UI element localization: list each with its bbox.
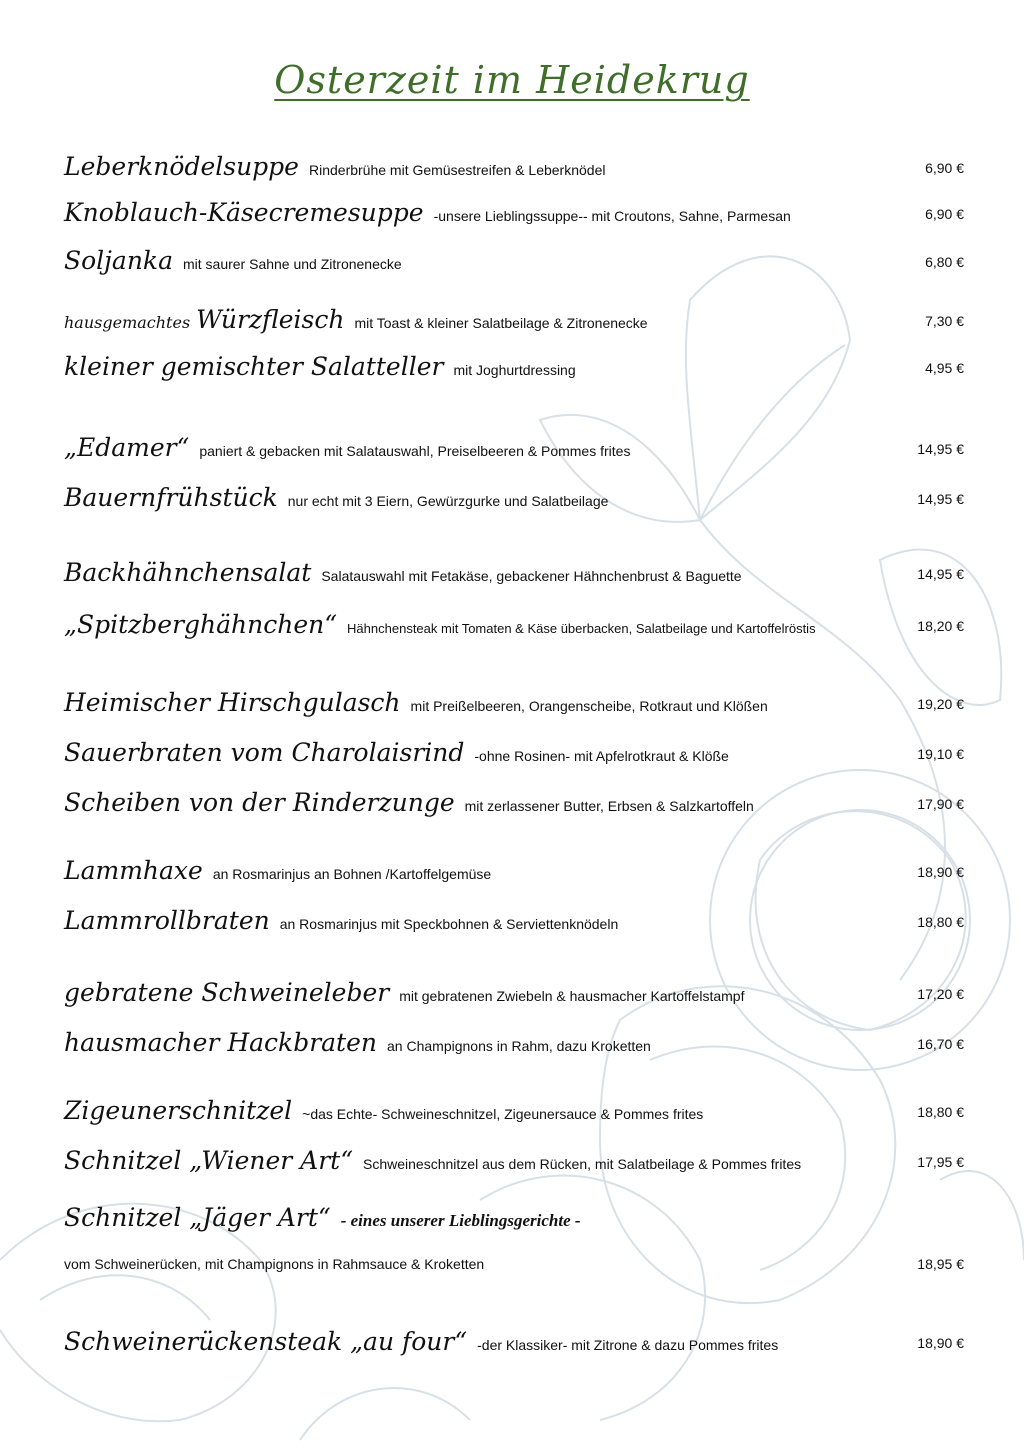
dish-price: 14,95 €: [917, 566, 964, 582]
dish-tagline: - eines unserer Lieblingsgerichte -: [340, 1211, 581, 1230]
dish-name: Lammhaxe: [64, 856, 203, 885]
menu-item-knoblauch-kaesecremesuppe: [64, 198, 964, 234]
dish-description: an Champignons in Rahm, dazu Kroketten: [387, 1038, 651, 1054]
dish-name: hausmacher Hackbraten: [64, 1028, 378, 1057]
dish-name: Schnitzel „Wiener Art“: [64, 1146, 354, 1175]
dish-name: Lammrollbraten: [64, 906, 270, 935]
dish-name: Leberknödelsuppe: [64, 152, 299, 181]
dish-name: Scheiben von der Rinderzunge: [64, 788, 455, 817]
dish-description: vom Schweinerücken, mit Champignons in Rahmsauce & Kroketten: [64, 1256, 485, 1272]
dish-price: 19,20 €: [917, 696, 964, 712]
dish-description: paniert & gebacken mit Salatauswahl, Preiselbeeren & Pommes frites: [199, 443, 631, 459]
menu-item-lammhaxe: [64, 856, 964, 892]
menu-item-schnitzel-jaeger-art: [64, 1203, 964, 1239]
menu-item-hirschgulasch: [64, 688, 964, 724]
menu-item-wuerzfleisch: [64, 305, 964, 341]
dish-name: Sauerbraten vom Charolaisrind: [64, 738, 465, 767]
dish-description: -ohne Rosinen- mit Apfelrotkraut & Klöße: [474, 748, 729, 764]
menu-item-soljanka: [64, 246, 964, 282]
menu-item-spitzberghaehnchen: [64, 610, 964, 646]
dish-price: 16,70 €: [917, 1036, 964, 1052]
dish-description: mit zerlassener Butter, Erbsen & Salzkartoffeln: [464, 798, 754, 814]
dish-price: 18,90 €: [917, 864, 964, 880]
dish-description: -unsere Lieblingssuppe-- mit Croutons, Sahne, Parmesan: [433, 208, 791, 224]
dish-description: nur echt mit 3 Eiern, Gewürzgurke und Salatbeilage: [287, 493, 609, 509]
dish-price: 4,95 €: [925, 360, 964, 376]
dish-price: 14,95 €: [917, 441, 964, 457]
dish-description: Hähnchensteak mit Tomaten & Käse überbacken, Salatbeilage und Kartoffelröstis: [347, 621, 816, 636]
menu-item-schnitzel-wiener-art: [64, 1146, 964, 1182]
dish-name: Knoblauch-Käsecremesuppe: [64, 198, 424, 227]
dish-price: 19,10 €: [917, 746, 964, 762]
dish-description: mit saurer Sahne und Zitronenecke: [182, 256, 402, 272]
dish-name: Soljanka: [64, 246, 173, 275]
dish-name: Würzfleisch: [196, 305, 345, 334]
menu-item-bauernfruehstueck: [64, 483, 964, 519]
menu-item-leberknoedelsuppe: [64, 152, 964, 188]
menu-title: Osterzeit im Heidekrug: [274, 58, 750, 102]
menu-item-salatteller: [64, 352, 964, 388]
dish-price: 17,90 €: [917, 796, 964, 812]
menu-item-hackbraten: [64, 1028, 964, 1064]
dish-price: 18,90 €: [917, 1335, 964, 1351]
dish-price: 6,90 €: [925, 160, 964, 176]
dish-prefix: hausgemachtes: [64, 313, 191, 332]
dish-description: mit Toast & kleiner Salatbeilage & Zitronenecke: [354, 315, 648, 331]
menu-item-backhaehnchensalat: [64, 558, 964, 594]
dish-name: Zigeunerschnitzel: [64, 1096, 293, 1125]
menu-item-zigeunerschnitzel: [64, 1096, 964, 1132]
dish-description: ~das Echte- Schweineschnitzel, Zigeunersauce & Pommes frites: [302, 1106, 704, 1122]
dish-name: Backhähnchensalat: [64, 558, 312, 587]
dish-description: mit gebratenen Zwiebeln & hausmacher Kartoffelstampf: [399, 988, 745, 1004]
menu-item-rinderzunge: [64, 788, 964, 824]
dish-price: 14,95 €: [917, 491, 964, 507]
dish-name: „Edamer“: [64, 433, 190, 462]
dish-name: Schnitzel „Jäger Art“: [64, 1203, 331, 1232]
dish-description: Schweineschnitzel aus dem Rücken, mit Salatbeilage & Pommes frites: [363, 1156, 802, 1172]
dish-description: mit Preißelbeeren, Orangenscheibe, Rotkraut und Klößen: [410, 698, 768, 714]
menu-item-schweinerueckensteak: [64, 1327, 964, 1363]
dish-price: 6,90 €: [925, 206, 964, 222]
dish-name: Heimischer Hirschgulasch: [64, 688, 401, 717]
dish-name: Bauernfrühstück: [64, 483, 278, 512]
dish-price: 18,80 €: [917, 1104, 964, 1120]
dish-description: Salatauswahl mit Fetakäse, gebackener Hähnchenbrust & Baguette: [321, 568, 742, 584]
dish-name: Schweinerückensteak „au four“: [64, 1327, 468, 1356]
dish-name: „Spitzberghähnchen“: [64, 610, 338, 639]
dish-name: gebratene Schweineleber: [64, 978, 390, 1007]
dish-price: 18,80 €: [917, 914, 964, 930]
dish-description: Rinderbrühe mit Gemüsestreifen & Leberknödel: [308, 162, 606, 178]
dish-description: mit Joghurtdressing: [453, 362, 576, 378]
dish-price: 18,95 €: [917, 1256, 964, 1272]
dish-name: kleiner gemischter Salatteller: [64, 352, 444, 381]
menu-item-sauerbraten: [64, 738, 964, 774]
menu-item-lammrollbraten: [64, 906, 964, 942]
menu-item-schnitzel-jaeger-art-detail: [64, 1256, 964, 1278]
menu-item-edamer: [64, 433, 964, 469]
dish-description: an Rosmarinjus mit Speckbohnen & Serviettenknödeln: [279, 916, 619, 932]
dish-price: 7,30 €: [925, 313, 964, 329]
menu-item-schweineleber: [64, 978, 964, 1014]
dish-price: 18,20 €: [917, 618, 964, 634]
dish-price: 17,95 €: [917, 1154, 964, 1170]
dish-price: 6,80 €: [925, 254, 964, 270]
dish-price: 17,20 €: [917, 986, 964, 1002]
dish-description: -der Klassiker- mit Zitrone & dazu Pommes frites: [477, 1337, 779, 1353]
dish-description: an Rosmarinjus an Bohnen /Kartoffelgemüse: [212, 866, 492, 882]
